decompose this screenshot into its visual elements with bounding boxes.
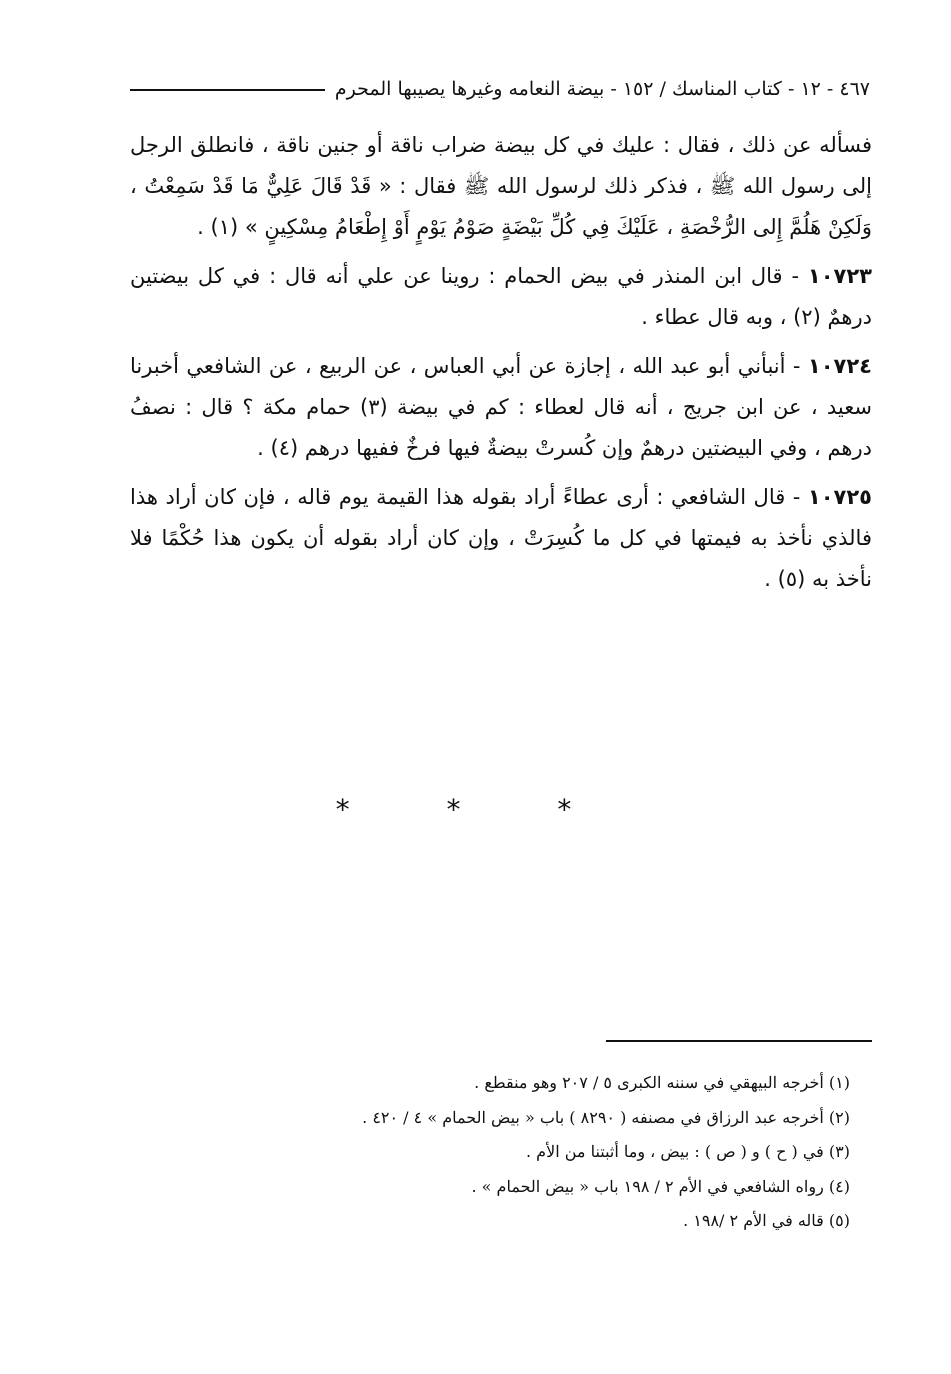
paragraph bbox=[130, 477, 872, 600]
footnote: (٣) في ( ح ) و ( ص ) : بيض ، وما أثبتنا من الأم . bbox=[526, 1142, 850, 1161]
footnote: (٥) قاله في الأم ٢ /١٩٨ . bbox=[683, 1211, 850, 1230]
paragraph bbox=[130, 346, 872, 469]
footnote: (٤) رواه الشافعي في الأم ٢ / ١٩٨ باب « بيض الحمام » . bbox=[471, 1176, 850, 1196]
paragraph-number: ١٠٧٢٣ bbox=[807, 264, 872, 288]
footnote: (١) أخرجه البيهقي في سننه الكبرى ٥ / ٢٠٧ وهو منقطع . bbox=[474, 1073, 850, 1092]
paragraph bbox=[130, 256, 872, 338]
paragraph-text: - أنبأني أبو عبد الله ، إجازة عن أبي العباس ، عن الربيع ، عن الشافعي أخبرنا سعيد ، عن ابن جريج ، أنه قال لعطاء : كم في بيضة (٣) حمام مكة ؟ قال : نصفُ درهم ، وفي البيضتين درهمٌ وإن كُسرتْ بيضةٌ فيها فرخٌ ففيها درهم (٤) . bbox=[130, 354, 872, 460]
paragraph-text: فسأله عن ذلك ، فقال : عليك في كل بيضة ضراب ناقة أو جنين ناقة ، فانطلق الرجل إلى رسول الله ﷺ ، فذكر ذلك لرسول الله ﷺ فقال : « قَدْ قَالَ عَلِيٌّ مَا قَدْ سَمِعْتُ ، وَلَكِنْ هَلُمَّ إِلى الرُّخْصَةِ ، عَلَيْكَ فِي كُلِّ بَيْضَةٍ صَوْمُ يَوْمٍ أَوْ إِطْعَامُ مِسْكِينٍ » (١) . bbox=[130, 133, 872, 239]
footnote: (٢) أخرجه عبد الرزاق في مصنفه ( ٨٢٩٠ ) باب « بيض الحمام » ٤ / ٤٢٠ . bbox=[362, 1107, 850, 1127]
footnote-rule bbox=[606, 1040, 872, 1042]
footnotes bbox=[150, 1066, 850, 1239]
paragraph bbox=[130, 125, 872, 248]
paragraph-text: - قال الشافعي : أرى عطاءً أراد بقوله هذا القيمة يوم قاله ، فإن كان أراد هذا فالذي نأخذ به فيمتها في كل ما كُسِرَتْ ، وإن كان أراد بقوله أن يكون هذا حُكْمًا فلا نأخذ به (٥) . bbox=[130, 485, 872, 591]
main-text bbox=[130, 125, 872, 608]
paragraph-text: - قال ابن المنذر في بيض الحمام : روينا عن علي أنه قال : في كل بيضتين درهمٌ (٢) ، وبه قال عطاء . bbox=[130, 264, 872, 329]
paragraph-number: ١٠٧٢٥ bbox=[807, 485, 872, 509]
running-header-text: ٤٦٧ - ١٢ - كتاب المناسك / ١٥٢ - بيضة النعامه وغيرها يصيبها المحرم bbox=[334, 78, 870, 100]
paragraph-number: ١٠٧٢٤ bbox=[807, 354, 872, 378]
running-header bbox=[130, 74, 870, 104]
header-rule bbox=[130, 89, 325, 91]
section-separator: * * * bbox=[335, 793, 616, 826]
